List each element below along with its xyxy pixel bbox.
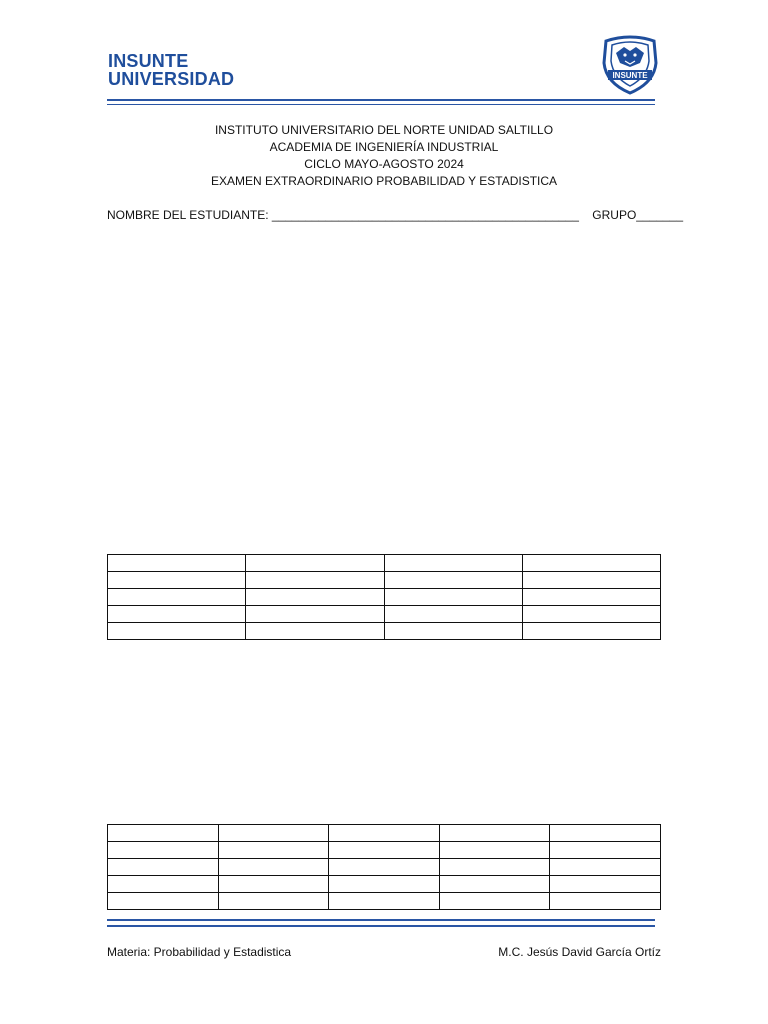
logo-line-2: UNIVERSIDAD [108,69,235,89]
table-cell[interactable] [246,589,384,606]
table-row [108,842,661,859]
table-cell[interactable] [550,859,661,876]
table-cell[interactable] [550,876,661,893]
table-cell[interactable] [218,876,329,893]
exam-heading [0,122,768,190]
table-cell[interactable] [384,606,522,623]
header-rule [107,99,655,101]
table-cell[interactable] [218,842,329,859]
exam-title: EXAMEN EXTRAORDINARIO PROBABILIDAD Y ESTADISTICA [210,174,558,188]
table-cell[interactable] [384,623,522,640]
table-cell[interactable] [329,842,440,859]
table-cell[interactable] [439,876,550,893]
header-rule-thin [107,104,655,105]
table-cell[interactable] [522,623,660,640]
table-cell[interactable] [439,893,550,910]
subject-label: Materia: Probabilidad y Estadistica [107,945,292,959]
table-cell[interactable] [384,589,522,606]
table-cell[interactable] [218,893,329,910]
table-cell[interactable] [439,825,550,842]
institution-name: INSTITUTO UNIVERSITARIO DEL NORTE UNIDAD SALTILLO [214,123,554,137]
academy-name: ACADEMIA DE INGENIERÍA INDUSTRIAL [269,140,499,154]
table-row [108,893,661,910]
table-cell[interactable] [439,859,550,876]
table-cell[interactable] [218,825,329,842]
table-cell[interactable] [108,572,246,589]
footer-rule-second [107,925,655,927]
student-name-field[interactable]: NOMBRE DEL ESTUDIANTE: ______________________________________________ [107,208,579,222]
table-cell[interactable] [550,842,661,859]
table-cell[interactable] [329,825,440,842]
answer-table-1 [107,554,661,640]
crest-text: INSUNTE [612,71,648,80]
table-cell[interactable] [108,842,219,859]
table-cell[interactable] [108,893,219,910]
table-cell[interactable] [329,893,440,910]
table-cell[interactable] [522,555,660,572]
table-cell[interactable] [108,606,246,623]
logo-line-1: INSUNTE [108,51,189,71]
table-cell[interactable] [218,859,329,876]
table-cell[interactable] [329,859,440,876]
table-cell[interactable] [246,555,384,572]
table-cell[interactable] [108,623,246,640]
table-row [108,589,661,606]
cycle-label: CICLO MAYO-AGOSTO 2024 [304,157,464,171]
table-cell[interactable] [522,589,660,606]
table-cell[interactable] [384,555,522,572]
teacher-name: M.C. Jesús David García Ortíz [498,945,661,959]
table-cell[interactable] [246,606,384,623]
table-cell[interactable] [108,876,219,893]
footer-rule [107,919,655,921]
table-row [108,876,661,893]
table-cell[interactable] [108,825,219,842]
table-cell[interactable] [439,842,550,859]
table-cell[interactable] [108,859,219,876]
group-field[interactable]: GRUPO_______ [592,208,684,222]
university-crest-icon [598,33,662,95]
table-cell[interactable] [550,893,661,910]
table-row [108,555,661,572]
table-cell[interactable] [246,623,384,640]
table-row [108,859,661,876]
student-info [107,208,684,222]
answer-table-2 [107,824,661,910]
table-cell[interactable] [108,555,246,572]
table-cell[interactable] [522,572,660,589]
table-cell[interactable] [384,572,522,589]
table-cell[interactable] [246,572,384,589]
table-row [108,825,661,842]
logo-text [108,52,234,88]
table-cell[interactable] [522,606,660,623]
table-row [108,572,661,589]
table-row [108,623,661,640]
table-cell[interactable] [329,876,440,893]
table-cell[interactable] [550,825,661,842]
table-cell[interactable] [108,589,246,606]
table-row [108,606,661,623]
